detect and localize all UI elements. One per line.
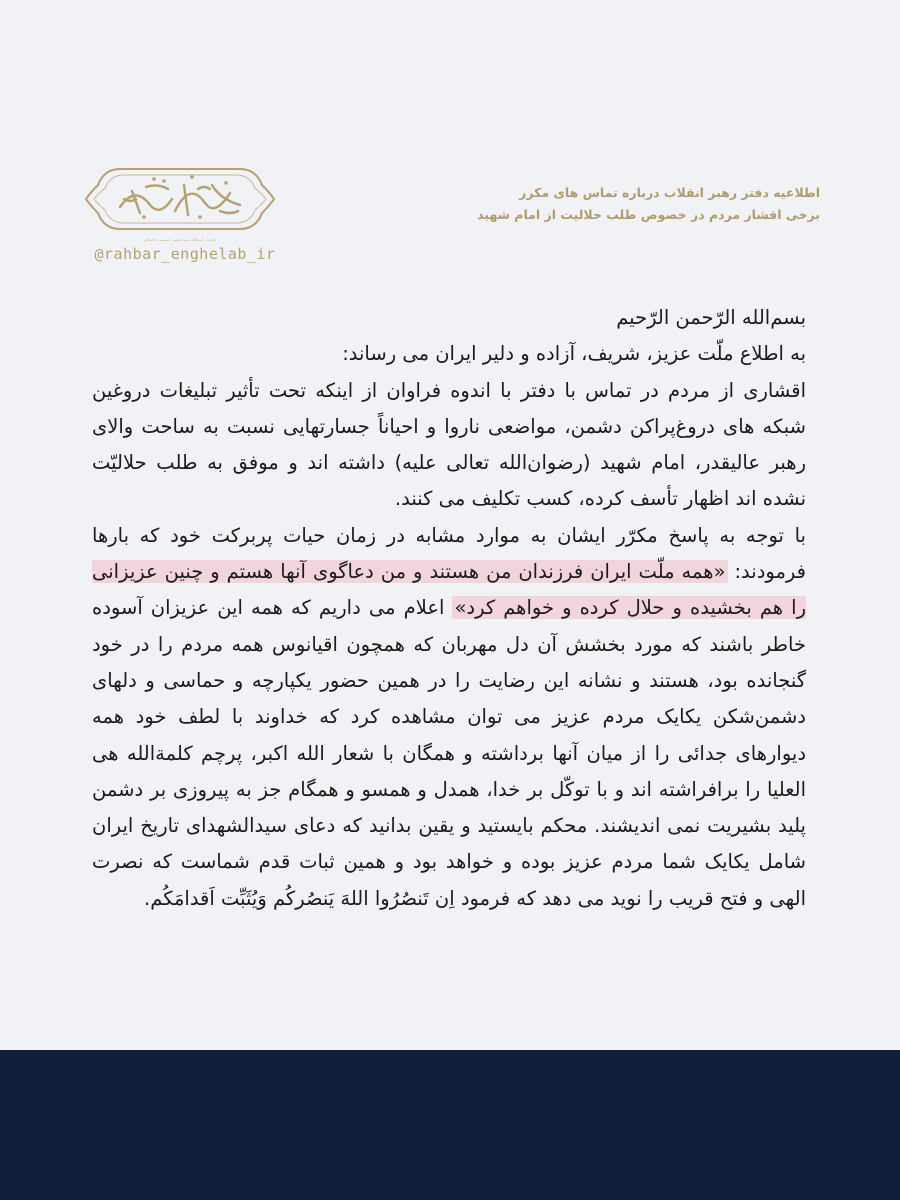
calligraphy-emblem: [80, 155, 280, 245]
paragraph-2-lead: با توجه به پاسخ مکرّر ایشان به موارد مشابه در زمان حیات پربرکت خود که بارها فرمودند:: [92, 523, 807, 584]
bismillah: بسم‌الله الرّحمن الرّحیم: [616, 306, 806, 329]
highlighted-quote: «همه ملّت ایران فرزندان من هستند و من دعاگوی آنها هستم و چنین عزیزانی را هم بخشیده و حلال کرده و خواهم کرد»: [92, 560, 806, 620]
paragraph-2: [92, 518, 806, 917]
social-handle: @rahbar_enghelab_ir: [94, 245, 276, 263]
footer-band: [0, 1050, 900, 1200]
notice-title: [340, 182, 820, 226]
intro-line: به اطلاع ملّت عزیز، شریف، آزاده و دلیر ایران می رساند:: [342, 342, 806, 366]
paragraph-2-rest: اعلام می داریم که همه این عزیزان آسوده خاطر باشند که مورد بخشش آن دل مهربان که همچون اقیانوس همه مردم را در خود گنجانده بود، هستند و نشانه این رضایت را در همین حضور یکپارچه و حماسی و دلهای دشمن‌شکن یکایک مردم عزیز می توان مشاهده کرد که خداوند با لطف خود همه دیوارهای جدائی را از میان آنها برداشته و همگان با شعار الله اکبر، پرچم کلمةالله هی العلیا را برافراشته اند و با توکّل بر خدا، همدل و همسو و همگام جز به پیروزی بر دشمن پلید بشیریت نمی اندیشند. محکم بایستید و یقین بدانید که دعای سیدالشهدای تاریخ ایران شامل یکایک شما مردم عزیز بوده و خواهد بود و همین ثبات قدم شماست که نصرت الهی و فتح قریب را نوید می دهد که فرمود اِن تَنصُرُوا اللهَ یَنصُرکُم وَیُثَبِّت اَقدامَکُم.: [92, 596, 806, 910]
notice-line-1: اطلاعیه دفتر رهبر انقلاب درباره تماس های مکرر: [519, 185, 820, 200]
notice-line-2: برخی اقشار مردم در خصوص طلب حلالیت از امام شهید: [477, 207, 820, 222]
paragraph-1: اقشاری از مردم در تماس با دفتر با اندوه فراوان از اینکه تحت تأثیر تبلیغات دروغین شبکه های دروغ‌پراکن دشمن، مواضعی ناروا و احیاناً جسارتهایی نسبت به ساحت والای رهبر عالیقدر، امام شهید (رضوان‌الله تعالی علیه) داشته اند و موفق به طلب حلالیّت نشده اند اظهار تأسف کرده، کسب تکلیف می کنند.: [92, 378, 806, 511]
header: [80, 155, 820, 275]
logo-text: حضرت آیت‌الله سید مجتبی حسینی خامنه‌ای: [143, 237, 217, 242]
statement-body: [92, 300, 806, 917]
